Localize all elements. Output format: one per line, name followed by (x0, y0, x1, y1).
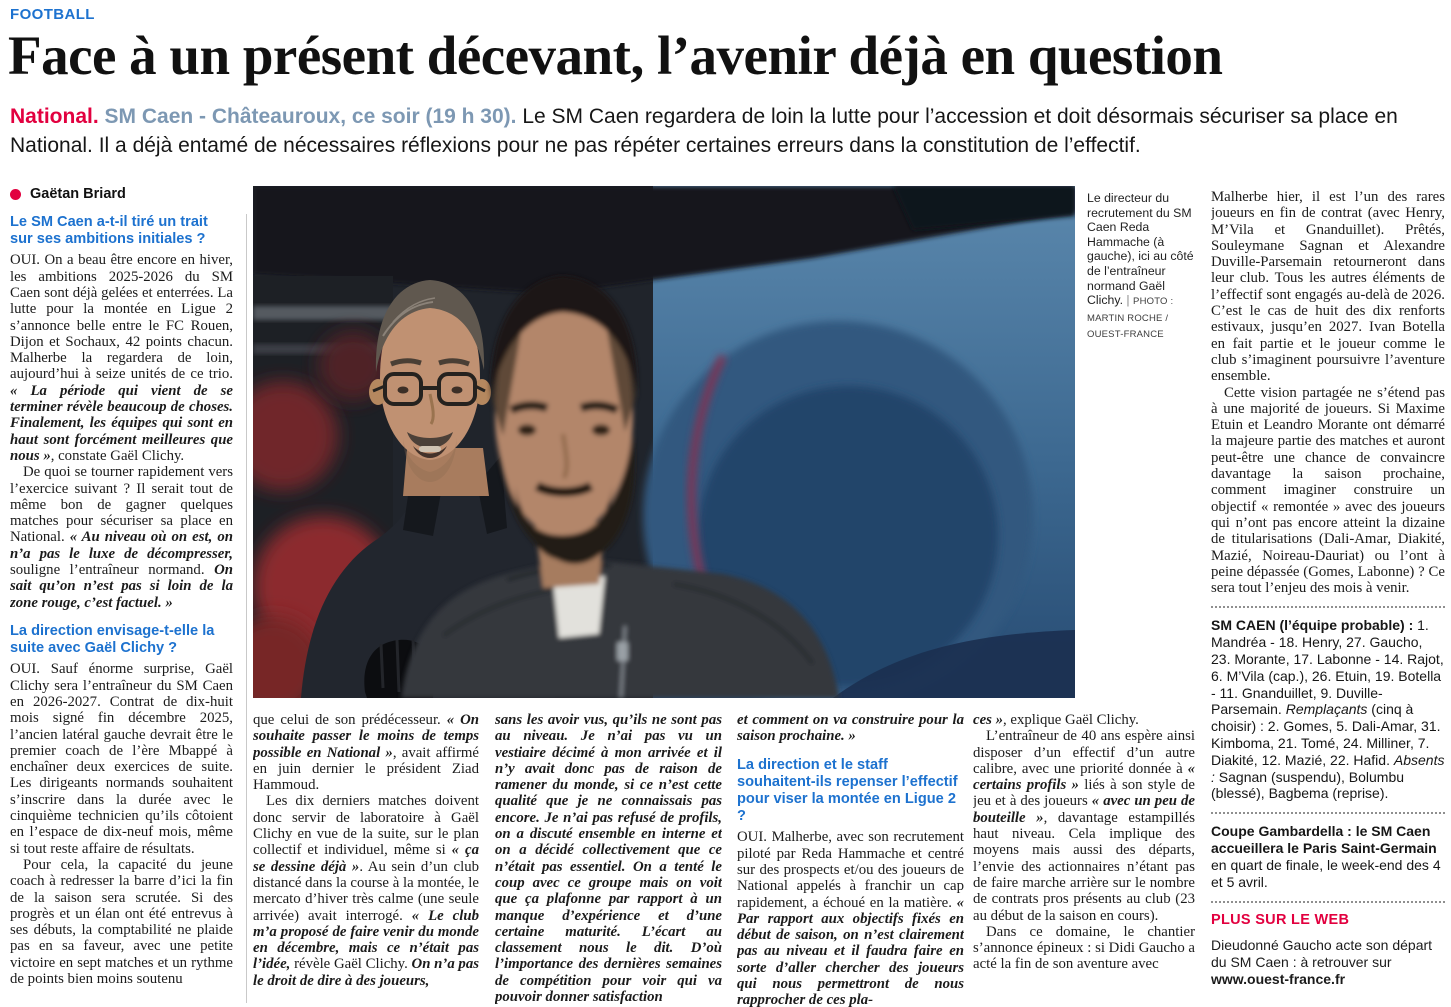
paragraph (495, 712, 722, 1005)
paragraph (253, 793, 479, 989)
caption-text: Le directeur du recrutement du SM Caen Reda Hammache (à gauche), ici au côté de l’entraîneur normand Gaël Clichy. (1087, 191, 1194, 308)
text-run: , davantage estampillés haut niveau. Cela implique des moyens mais aussi des départs, l’envie des actionnaires n’étant pas de faire marche arrière sur le nombre de contrats pros présents au club (23 au début de la saison en cours). (973, 809, 1195, 924)
text-run: , avait affirmé en juin dernier le président Ziad Hammoud. (253, 744, 479, 794)
column-divider (246, 214, 247, 1003)
paragraph (253, 712, 479, 793)
quote-run: On n’a pas le droit de dire à des joueurs, (253, 956, 479, 989)
quote-run: « Le club m’a proposé de faire venir du monde en décembre, mais ce n’était pas l’idée, (253, 907, 479, 973)
quote-run: « certains profils » (973, 760, 1195, 794)
quote-run: « La période qui vient de se terminer révèle beaucoup de choses. Finalement, les équipes qui sont en haut sont forcément meilleures que nous » (10, 382, 233, 464)
photo-caption (1087, 191, 1197, 343)
paragraph (737, 829, 964, 1007)
standfirst (10, 103, 1442, 160)
question-heading-2: La direction envisage-t-elle la suite avec Gaël Clichy ? (10, 622, 215, 657)
paragraph: Malherbe hier, il est l’un des rares joueurs en fin de contrat (avec Henry, M’Vila et Gnanduillet). Prêtés, Souleymane Sagnan et Alexandre Duville-Parsemain retourneront dans leur club. Tous les autres éléments de l’effectif sont engagés au-delà de 2026. C’est le cas de huit des dix renforts estivaux, jusqu’en 2027. Ivan Botella en fait partie et le joueur comme le club s’imaginent poursuivre l’aventure ensemble. (1211, 189, 1445, 385)
paragraph: Cette vision partagée ne s’étend pas à une majorité de joueurs. Si Maxime Etuin et Leandro Morante ont démarré la majeure partie des matches et auront peut-être une chance de convaincre davantage la saison prochaine, comment imaginer construire un objectif « remontée » avec des joueurs qui n’ont pas encore atteint la dizaine de titularisations (Dali-Amar, Diakité, Mazié, Noireau-Dauriat) ou l’ont à peine dépassée (Gomes, Labonne) ? Ce sera tout l’enjeu des mois à venir. (1211, 384, 1445, 597)
text-run: , constate Gaël Clichy. (50, 447, 185, 464)
probable-lineup (1211, 617, 1445, 802)
article-column-1 (10, 214, 233, 1007)
text-run: OUI. On a beau être encore en hiver, les ambitions 2025-2026 du SM Caen sont déjà gelées et enterrées. La lutte pour la montée en Ligue 2 s’annonce belle entre le FC Rouen, Dijon et Sochaux, 42 points chacun. Malherbe la regardera de loin, aujourd’hui à seize unités de ce trio. (10, 252, 233, 383)
quote-run: ces » (973, 712, 1003, 728)
standfirst-topic: National. (10, 105, 99, 128)
question-heading-1: Le SM Caen a-t-il tiré un trait sur ses ambitions initiales ? (10, 214, 208, 248)
quote-run: « On souhaite passer le moins de temps possible en National » (253, 712, 479, 761)
quote-run: « Par rapport aux objectifs fixés en début de saison, on n’est clairement pas au niveau et il faudra faire en sorte d’aller chercher des joueurs qui nous permettront de nous rapprocher de ces pla- (737, 894, 964, 1007)
photo-illustration (253, 186, 1075, 698)
gambardella-note (1211, 823, 1445, 891)
lineup-starters: 1. Mandréa - 18. Henry, 27. Gaucho, 23. Morante, 17. Labonne - 14. Rajot, 6. M’Vila (cap.), 26. Etuin, 19. Botella - 11. Gnanduillet, 9. Duville-Parsemain. (1211, 617, 1444, 718)
article-headline: Face à un présent décevant, l’avenir déjà en question (8, 25, 1223, 86)
section-kicker: FOOTBALL (10, 6, 95, 23)
web-section-title: PLUS SUR LE WEB (1211, 912, 1350, 929)
photo-credit: PHOTO : MARTIN ROCHE / OUEST-FRANCE (1087, 296, 1174, 341)
standfirst-text: Le SM Caen regardera de loin la lutte pour l’accession et doit désormais sécuriser sa place en National. Il a déjà entamé de nécessaires réflexions pour ne pas répéter certaines erreurs dans la constitution de l’effectif. (10, 105, 1398, 157)
dotted-divider (1211, 812, 1445, 814)
text-run: De quoi se tourner rapidement vers l’exercice suivant ? Il serait tout de même bon de gagner quelques matches pour sécuriser sa place en National. (10, 464, 233, 546)
article-column-5 (973, 712, 1195, 1007)
quote-run: et comment on va construire pour la saison prochaine. » (737, 712, 964, 745)
gambardella-rest: en quart de finale, le week-end des 4 et 5 avril. (1211, 857, 1441, 891)
paragraph (10, 252, 233, 464)
quote-run: On sait qu’on n’est pas si loin de la zone rouge, c’est factuel. » (10, 562, 233, 611)
lineup-absents: Sagnan (suspendu), Bolumbu (blessé), Bagbema (reprise). (1211, 768, 1405, 802)
standfirst-match-info: SM Caen - Châteauroux, ce soir (19 h 30). (104, 105, 517, 128)
quote-run: « Au niveau où on est, on n’a pas le luxe de décompresser, (10, 529, 233, 562)
quote-run: « avec un peu de bouteille » (973, 793, 1195, 826)
article-photo (253, 186, 1075, 698)
text-run: , explique Gaël Clichy. (1003, 712, 1139, 728)
paragraph: OUI. Sauf énorme surprise, Gaël Clichy sera l’entraîneur du SM Caen en 2026-2027. Contrat de dix-huit mois signé fin décembre 2025, l’ancien latéral gauche devrait être le premier coach de l’ère Mbappé à enchaîner deux exercices de suite. Les dirigeants normands souhaitent s’inscrire dans la durée avec le cinquième technicien qu’ils côtoient en l’espace de dix-neuf mois, même si tout reste affaire de résultats. (10, 661, 233, 857)
paragraph: Dans ce domaine, le chantier s’annonce épineux : si Didi Gaucho a acté la fin de son aventure avec (973, 923, 1195, 973)
caption-separator: | (1126, 293, 1130, 308)
web-url: www.ouest-france.fr (1211, 971, 1346, 988)
gambardella-bold: Coupe Gambardella : le SM Caen accueillera le Paris Saint-Germain (1211, 823, 1437, 857)
dotted-divider (1211, 901, 1445, 903)
text-run: liés à son style de jeu et à des joueurs (973, 777, 1195, 810)
text-run: révèle Gaël Clichy. (294, 956, 412, 973)
sidebar-column (1211, 189, 1445, 1007)
article-column-3 (495, 712, 722, 1007)
text-run: . Au sein d’un club distancé dans la course à la montée, le mercato d’hiver très calme (une seule arrivée) avait interrogé. (253, 858, 479, 924)
question-heading-3: La direction et le staff souhaitent-ils repenser l’effectif pour viser la montée en Ligue 2 ? (737, 756, 958, 825)
paragraph (973, 712, 1195, 728)
text-run: OUI. Malherbe, avec son recrutement piloté par Reda Hammache et centré sur des prospects et/ou des joueurs de National appelés à franchir un cap rapidement, a échoué en la matière. (737, 829, 964, 911)
quote-run: sans les avoir vus, qu’ils ne sont pas au niveau. Je n’ai pas vu un vestiaire décimé à mon arrivée et il n’y avait donc pas de raison de ramener du monde, si ce n’est cette qualité que je ne connaissais pas encore. Je n’ai pas refusé de profils, on a discuté ensemble en interne et on a décidé collectivement que ce n’était pas essentiel. On a tenté le coup avec ce groupe mais on voit que ça plafonne par rapport à un manque d’expérience et d’une certaine maturité. L’écart au classement nous le dit. D’où l’importance des dernières semaines de compétition pour voir qui va pouvoir donner satisfaction (495, 712, 722, 1006)
byline-author: Gaëtan Briard (30, 186, 126, 202)
lineup-absents-label: Absents : (1211, 751, 1445, 785)
article-column-4 (737, 712, 964, 1007)
lineup-subs-label: Remplaçants (1285, 701, 1368, 718)
web-note (1211, 937, 1445, 988)
lineup-title: SM CAEN (l’équipe probable) : (1211, 617, 1418, 634)
paragraph (10, 464, 233, 611)
article-column-2 (253, 712, 479, 1007)
quote-run: « ça se dessine déjà » (253, 842, 479, 875)
lineup-subs: (cinq à choisir) : 2. Gomes, 5. Dali-Amar, 31. Kimboma, 21. Tomé, 24. Milliner, 7. Diakité, 12. Mazié, 22. Hafid. (1211, 701, 1441, 768)
paragraph: Pour cela, la capacité du jeune coach à redresser la barre d’ici la fin de la saison sera scrutée. Si des progrès et un élan ont été entrevus à ses débuts, la comptabilité ne plaide pas en sa faveur, avec une petite victoire en sept matches et un rythme de points bien moins soutenu (10, 856, 233, 987)
byline (10, 186, 126, 202)
text-run: Les dix derniers matches doivent donc servir de laboratoire à Gaël Clichy en vue de la suite, sur le plan collectif et individuel, même si (253, 793, 479, 859)
text-run: que celui de son prédécesseur. (253, 712, 447, 728)
text-run: L’entraîneur de 40 ans espère ainsi disposer d’un effectif d’un autre calibre, avec une priorité donnée à (973, 728, 1195, 777)
byline-bullet-icon (10, 189, 21, 200)
paragraph (737, 712, 964, 745)
paragraph (973, 728, 1195, 924)
text-run: souligne l’entraîneur normand. (10, 562, 215, 579)
dotted-divider (1211, 606, 1445, 608)
web-text: Dieudonné Gaucho acte son départ du SM Caen : à retrouver sur (1211, 937, 1433, 971)
